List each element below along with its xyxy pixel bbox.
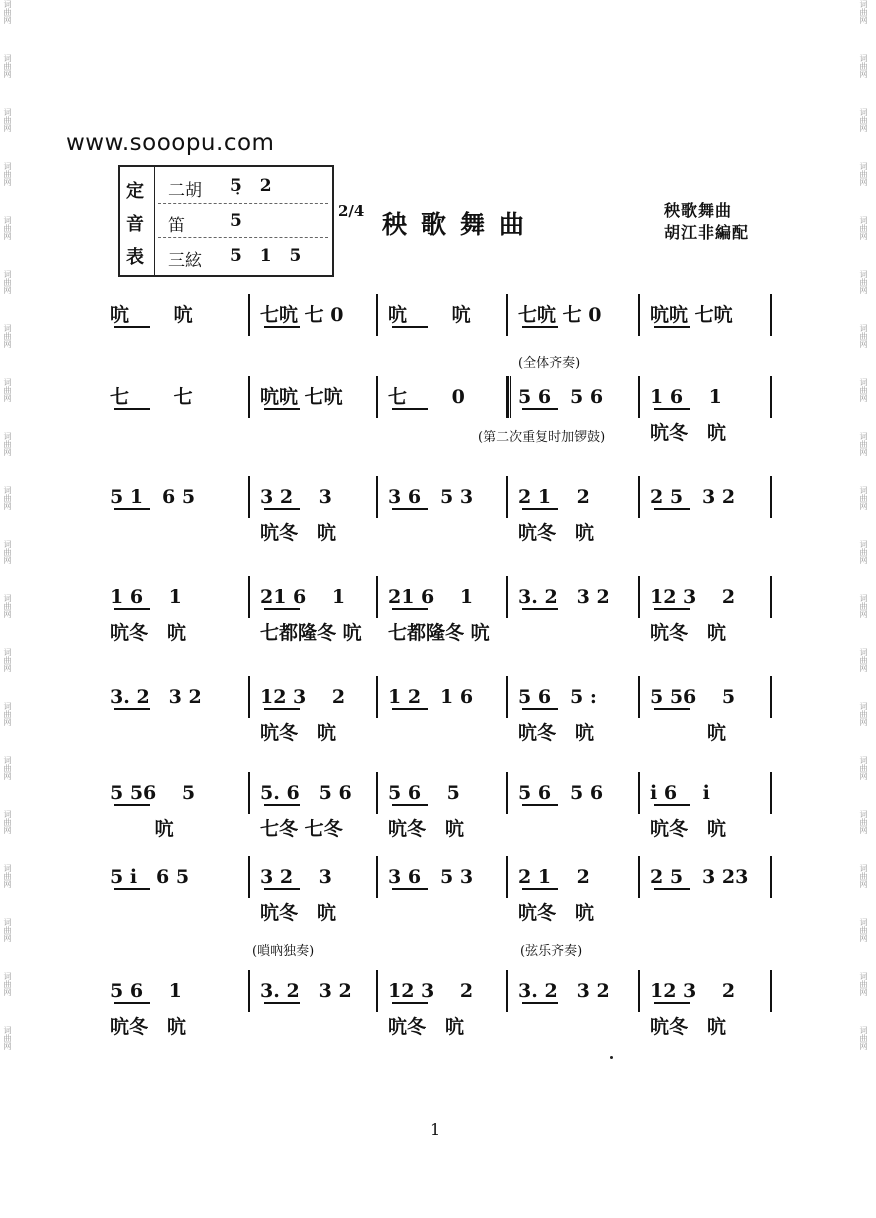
measure [388, 300, 516, 376]
measure-notes: 3. 2 3 2 [518, 980, 610, 1002]
time-signature: 2/4 [338, 202, 365, 220]
beam-line [522, 708, 558, 710]
bar-line [248, 676, 250, 718]
bar-line [638, 576, 640, 618]
tuning-inst-sanxian: 三絃 [168, 251, 202, 271]
beam-line [114, 326, 150, 328]
measure-notes: 2 1 2 [518, 486, 590, 508]
measure-words: 吭 [110, 818, 174, 840]
bar-line [506, 576, 508, 618]
bar-line [248, 294, 250, 336]
measure-notes: 3 2 3 [260, 866, 332, 888]
watermark-text: 词曲网 [3, 162, 12, 186]
beam-line [392, 888, 428, 890]
watermark-text: 词曲网 [3, 270, 12, 294]
bar-line [638, 294, 640, 336]
measure [110, 582, 238, 658]
watermark-text: 词曲网 [3, 432, 12, 456]
measure [518, 862, 646, 938]
measure [110, 300, 238, 376]
bar-line [376, 772, 378, 814]
bar-line [638, 856, 640, 898]
measure [260, 682, 388, 758]
measure [388, 682, 516, 758]
measure [518, 682, 646, 758]
beam-line [392, 608, 428, 610]
measure [650, 682, 778, 758]
measure [110, 682, 238, 758]
beam-line [114, 1002, 150, 1004]
annotation-strings: (弦乐齐奏) [520, 944, 583, 959]
bar-line [770, 294, 772, 336]
beam-line [522, 888, 558, 890]
tuning-label-2: 音 [126, 214, 144, 235]
bar-line [506, 294, 508, 336]
bar-line [770, 856, 772, 898]
credit-line-2: 胡江非編配 [664, 223, 750, 242]
measure-words: 吭冬 吭 [260, 522, 337, 544]
beam-line [264, 888, 300, 890]
watermark-text: 词曲网 [859, 108, 868, 132]
measure-notes: 5 6 5 6 [518, 386, 604, 408]
measure-notes: 3. 2 3 2 [518, 586, 610, 608]
bar-line [376, 476, 378, 518]
watermark-left [2, 0, 16, 1218]
measure-words: 七冬 七冬 [260, 818, 343, 840]
beam-line [264, 1002, 300, 1004]
measure-notes: 5. 6 5 6 [260, 782, 352, 804]
measure-notes: 七 0 [388, 386, 465, 408]
measure-notes: 12 3 2 [260, 686, 346, 708]
beam-line [264, 508, 300, 510]
watermark-text: 词曲网 [859, 432, 868, 456]
beam-line [264, 326, 300, 328]
measure-notes: 3 2 3 [260, 486, 332, 508]
measure [260, 382, 388, 458]
watermark-text: 词曲网 [3, 756, 12, 780]
beam-line [522, 326, 558, 328]
beam-line [392, 804, 428, 806]
bar-line [248, 476, 250, 518]
measure [388, 778, 516, 854]
measure-notes: 1 6 1 [650, 386, 722, 408]
beam-line [654, 888, 690, 890]
bar-line [248, 376, 250, 418]
watermark-text: 词曲网 [859, 270, 868, 294]
watermark-text: 词曲网 [3, 810, 12, 834]
measure [650, 778, 778, 854]
annotation-tutti: (全体齐奏) [518, 356, 581, 371]
bar-line [248, 856, 250, 898]
bar-line [506, 676, 508, 718]
watermark-text: 词曲网 [859, 810, 868, 834]
beam-line [114, 508, 150, 510]
measure [388, 582, 516, 658]
watermark-text: 词曲网 [859, 378, 868, 402]
bar-line [638, 476, 640, 518]
tuning-notes-erhu: 5̣ 2 [230, 176, 278, 196]
bar-line [770, 576, 772, 618]
tuning-label-3: 表 [126, 247, 144, 268]
measure [260, 582, 388, 658]
beam-line [114, 608, 150, 610]
measure-notes: 5 i 6 5 [110, 866, 190, 888]
measure [388, 382, 516, 458]
watermark-text: 词曲网 [859, 918, 868, 942]
beam-line [522, 1002, 558, 1004]
watermark-text: 词曲网 [859, 1026, 868, 1050]
measure [110, 778, 238, 854]
tuning-label-1: 定 [126, 181, 144, 202]
page-number: 1 [430, 1120, 441, 1139]
watermark-text: 词曲网 [859, 756, 868, 780]
measure-notes: 吭 吭 [388, 304, 471, 326]
measure-notes: 5 1 6 5 [110, 486, 196, 508]
beam-line [114, 888, 150, 890]
measure [518, 382, 646, 458]
measure-notes: 2 5 3 2 [650, 486, 736, 508]
beam-line [522, 608, 558, 610]
credit-line-1: 秧歌舞曲 [664, 201, 733, 220]
measure-notes: 2 5 3 23 [650, 866, 749, 888]
site-url: www.sooopu.com [66, 130, 275, 156]
measure-words: 七都隆冬 吭 [388, 622, 490, 644]
beam-line [654, 508, 690, 510]
measure-notes: 2 1 2 [518, 866, 590, 888]
watermark-text: 词曲网 [859, 540, 868, 564]
measure-words: 七都隆冬 吭 [260, 622, 362, 644]
measure-words: 吭冬 吭 [388, 818, 465, 840]
bar-line [506, 376, 511, 418]
measure [518, 482, 646, 558]
watermark-text: 词曲网 [3, 486, 12, 510]
measure-notes: 5 6 1 [110, 980, 182, 1002]
bar-line [248, 970, 250, 1012]
measure-notes: 21 6 1 [260, 586, 346, 608]
measure-words: 吭冬 吭 [110, 1016, 187, 1038]
beam-line [264, 408, 300, 410]
bar-line [770, 676, 772, 718]
bar-line [770, 970, 772, 1012]
measure-notes: 1 2 1 6 [388, 686, 474, 708]
measure [388, 976, 516, 1052]
watermark-text: 词曲网 [3, 54, 12, 78]
tuning-rule [158, 237, 328, 238]
measure [650, 582, 778, 658]
bar-line [376, 970, 378, 1012]
watermark-text: 词曲网 [3, 0, 12, 24]
watermark-text: 词曲网 [3, 216, 12, 240]
beam-line [654, 326, 690, 328]
measure-notes: 3 6 5 3 [388, 866, 474, 888]
bar-line [506, 856, 508, 898]
measure-notes: 3 6 5 3 [388, 486, 474, 508]
annotation-suona: (嗩吶独奏) [252, 944, 315, 959]
bar-line [638, 772, 640, 814]
measure-words: 吭冬 吭 [650, 1016, 727, 1038]
measure-notes: 1 6 1 [110, 586, 182, 608]
beam-line [522, 408, 558, 410]
measure [388, 862, 516, 938]
measure-words: 吭冬 吭 [260, 902, 337, 924]
ink-speck [610, 1056, 613, 1059]
measure-notes: 12 3 2 [388, 980, 474, 1002]
measure [110, 862, 238, 938]
measure [650, 382, 778, 458]
tuning-divider [154, 167, 155, 275]
measure-notes: i 6 i [650, 782, 710, 804]
tuning-notes-di: 5 [230, 211, 248, 231]
measure [518, 582, 646, 658]
measure-notes: 3. 2 3 2 [260, 980, 352, 1002]
bar-line [376, 856, 378, 898]
bar-line [770, 772, 772, 814]
bar-line [770, 476, 772, 518]
bar-line [376, 376, 378, 418]
measure-notes: 3. 2 3 2 [110, 686, 202, 708]
beam-line [392, 708, 428, 710]
watermark-text: 词曲网 [3, 702, 12, 726]
measure [388, 482, 516, 558]
measure-words: 吭冬 吭 [650, 422, 727, 444]
tuning-inst-erhu: 二胡 [168, 181, 202, 201]
beam-line [654, 608, 690, 610]
measure-notes: 吭吭 七吭 [260, 386, 343, 408]
bar-line [638, 376, 640, 418]
measure-words: 吭冬 吭 [518, 722, 595, 744]
tuning-inst-di: 笛 [168, 216, 185, 236]
beam-line [264, 608, 300, 610]
watermark-text: 词曲网 [859, 162, 868, 186]
watermark-text: 词曲网 [859, 324, 868, 348]
measure [518, 778, 646, 854]
measure-words: 吭 [650, 722, 727, 744]
bar-line [770, 376, 772, 418]
watermark-text: 词曲网 [3, 972, 12, 996]
bar-line [506, 970, 508, 1012]
beam-line [522, 804, 558, 806]
measure-notes: 12 3 2 [650, 980, 736, 1002]
measure-words: 吭冬 吭 [650, 622, 727, 644]
watermark-text: 词曲网 [859, 486, 868, 510]
watermark-text: 词曲网 [3, 864, 12, 888]
watermark-text: 词曲网 [859, 972, 868, 996]
measure [518, 300, 646, 376]
measure-notes: 12 3 2 [650, 586, 736, 608]
annotation-repeat-drum: (第二次重复时加锣鼓) [478, 430, 606, 445]
watermark-text: 词曲网 [859, 594, 868, 618]
watermark-text: 词曲网 [3, 918, 12, 942]
watermark-text: 词曲网 [3, 1026, 12, 1050]
beam-line [264, 804, 300, 806]
beam-line [114, 408, 150, 410]
watermark-text: 词曲网 [3, 378, 12, 402]
measure-notes: 吭吭 七吭 [650, 304, 733, 326]
beam-line [392, 1002, 428, 1004]
watermark-text: 词曲网 [859, 54, 868, 78]
measure-words: 吭冬 吭 [110, 622, 187, 644]
beam-line [654, 408, 690, 410]
measure-notes: 七吭 七 0 [518, 304, 602, 326]
measure-words: 吭冬 吭 [518, 902, 595, 924]
beam-line [392, 408, 428, 410]
measure [260, 976, 388, 1052]
measure [650, 976, 778, 1052]
tuning-rule [158, 203, 328, 204]
measure [518, 976, 646, 1052]
measure [260, 482, 388, 558]
measure [110, 976, 238, 1052]
watermark-text: 词曲网 [859, 864, 868, 888]
watermark-text: 词曲网 [3, 540, 12, 564]
watermark-text: 词曲网 [859, 216, 868, 240]
measure [260, 300, 388, 376]
bar-line [506, 476, 508, 518]
bar-line [248, 772, 250, 814]
bar-line [638, 676, 640, 718]
bar-line [376, 576, 378, 618]
measure [260, 778, 388, 854]
measure-words: 吭冬 吭 [260, 722, 337, 744]
measure-notes: 5 6 5 : [518, 686, 597, 708]
beam-line [392, 508, 428, 510]
watermark-text: 词曲网 [3, 324, 12, 348]
beam-line [114, 804, 150, 806]
measure-notes: 七 七 [110, 386, 193, 408]
measure-words: 吭冬 吭 [518, 522, 595, 544]
beam-line [654, 708, 690, 710]
beam-line [264, 708, 300, 710]
measure-words: 吭冬 吭 [650, 818, 727, 840]
measure [110, 482, 238, 558]
measure-words: 吭冬 吭 [388, 1016, 465, 1038]
measure [650, 862, 778, 938]
watermark-text: 词曲网 [859, 0, 868, 24]
tuning-table [118, 165, 334, 277]
watermark-text: 词曲网 [859, 702, 868, 726]
bar-line [638, 970, 640, 1012]
bar-line [506, 772, 508, 814]
measure-notes: 5 6 5 [388, 782, 460, 804]
watermark-text: 词曲网 [3, 594, 12, 618]
beam-line [654, 804, 690, 806]
measure [650, 482, 778, 558]
measure-notes: 吭 吭 [110, 304, 193, 326]
measure-notes: 5 56 5 [650, 686, 736, 708]
measure-notes: 21 6 1 [388, 586, 474, 608]
watermark-text: 词曲网 [859, 648, 868, 672]
measure [260, 862, 388, 938]
watermark-text: 词曲网 [3, 108, 12, 132]
measure-notes: 5 6 5 6 [518, 782, 604, 804]
watermark-text: 词曲网 [3, 648, 12, 672]
bar-line [376, 294, 378, 336]
watermark-right [858, 0, 872, 1218]
measure [110, 382, 238, 458]
measure-notes: 七吭 七 0 [260, 304, 344, 326]
beam-line [522, 508, 558, 510]
song-title: 秧歌舞曲 [382, 210, 539, 239]
beam-line [114, 708, 150, 710]
measure-notes: 5 56 5 [110, 782, 196, 804]
beam-line [392, 326, 428, 328]
tuning-notes-sanxian: 5 1 5 [230, 246, 308, 266]
bar-line [248, 576, 250, 618]
measure [650, 300, 778, 376]
bar-line [376, 676, 378, 718]
beam-line [654, 1002, 690, 1004]
